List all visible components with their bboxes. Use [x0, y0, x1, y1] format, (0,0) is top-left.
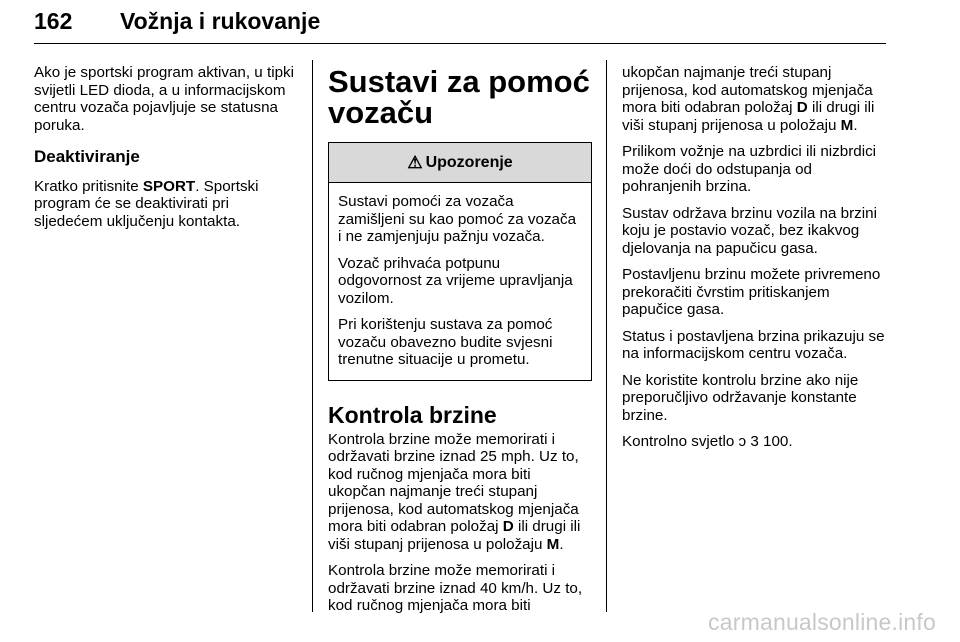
page-header [34, 8, 886, 48]
chapter-title: Vožnja i rukovanje [120, 8, 321, 34]
override-paragraph: Postavljenu brzinu možete privremeno prekoračiti čvrstim pritiskanjem papučice gasa. [622, 266, 881, 318]
gear-m-label: M [546, 535, 560, 553]
column-3 [622, 64, 888, 460]
text: Kontrolno svjetlo [622, 433, 739, 450]
control-light-paragraph [622, 433, 888, 451]
status-paragraph: Status i postavljena brzina prikazuju se na informacijskom centru vozača. [622, 327, 885, 362]
deact-text-end: . Sportski program će se deaktivirati pri sljedećem uključenju kontakta. [34, 177, 259, 230]
warning-body [329, 183, 591, 380]
warning-box [328, 142, 592, 381]
subsection-title: Kontrola brzine [328, 401, 497, 428]
page-reference: 100. [758, 433, 793, 450]
warning-paragraph: Vozač prihvaća potpunu odgovornost za vrijeme upravljanja vozilom. [338, 254, 573, 307]
page-reference-icon: 3 [750, 433, 759, 450]
slope-paragraph: Prilikom vožnje na uzbrdici ili nizbrdici može doći do odstupanja od pohranjenih brzina. [622, 143, 877, 195]
cruise-control-icon: ↄ [738, 433, 747, 450]
deact-text: Kratko pritisnite [34, 177, 143, 195]
warning-paragraph: Pri korištenju sustava za pomoć vozaču obavezno budite svjesni trenutne situacije u prometu. [338, 316, 553, 368]
text: . [559, 535, 564, 553]
column-2 [328, 64, 592, 624]
deactivation-paragraph [34, 178, 296, 231]
column-1 [34, 64, 296, 239]
warning-paragraph: Sustavi pomoći za vozača zamišljeni su kao pomoć za vozača i ne zamjenjuju pažnju vozača. [338, 193, 577, 245]
text: ukopčan najmanje treći stupanj prijenosa, kod automatskog mjenjača mora biti odabran položaj [622, 64, 873, 116]
text: ili drugi ili viši stupanj prijenosa u položaju [622, 99, 875, 134]
gear-m-label: M [840, 116, 854, 134]
caution-paragraph: Ne koristite kontrolu brzine ako nije preporučljivo održavanje konstante brzine. [622, 371, 859, 424]
header-rule [34, 43, 886, 44]
sport-button-label: SPORT [142, 177, 196, 195]
section-title: Sustavi za pomoć vozaču [328, 64, 590, 130]
text: Kontrola brzine može memorirati i održavati brzine iznad 25 mph. Uz to, kod ručnog mjenjača mora biti ukopčan najmanje treći stupanj prijenosa, kod automatskog mjenjača mora biti odabran položaj [328, 430, 579, 535]
cruise-paragraph-2: Kontrola brzine može memorirati i održavati brzine iznad 40 km/h. Uz to, kod ručnog mjenjača mora biti [328, 562, 583, 614]
cruise-paragraph-1 [328, 431, 592, 554]
warning-triangle-icon: ⚠ [407, 152, 423, 172]
gear-paragraph [622, 64, 888, 134]
watermark: carmanualsonline.info [708, 609, 936, 635]
sport-status-paragraph: Ako je sportski program aktivan, u tipki svijetli LED dioda, a u informacijskom centru vozača pojavljuje se statusna poruka. [34, 64, 294, 134]
gear-d-label: D [502, 518, 514, 535]
column-divider-2 [606, 60, 607, 612]
text: ili drugi ili viši stupanj prijenosa u položaju [328, 518, 581, 553]
text: . [853, 116, 858, 134]
page-number: 162 [34, 8, 73, 34]
gear-d-label: D [796, 99, 808, 116]
warning-header [329, 143, 591, 183]
column-divider-1 [312, 60, 313, 612]
warning-title: Upozorenje [425, 153, 513, 171]
maintain-speed-paragraph: Sustav održava brzinu vozila na brzini koju je postavio vozač, bez ikakvog djelovanja na papučicu gasa. [622, 204, 877, 257]
deactivation-heading: Deaktiviranje [34, 147, 140, 166]
